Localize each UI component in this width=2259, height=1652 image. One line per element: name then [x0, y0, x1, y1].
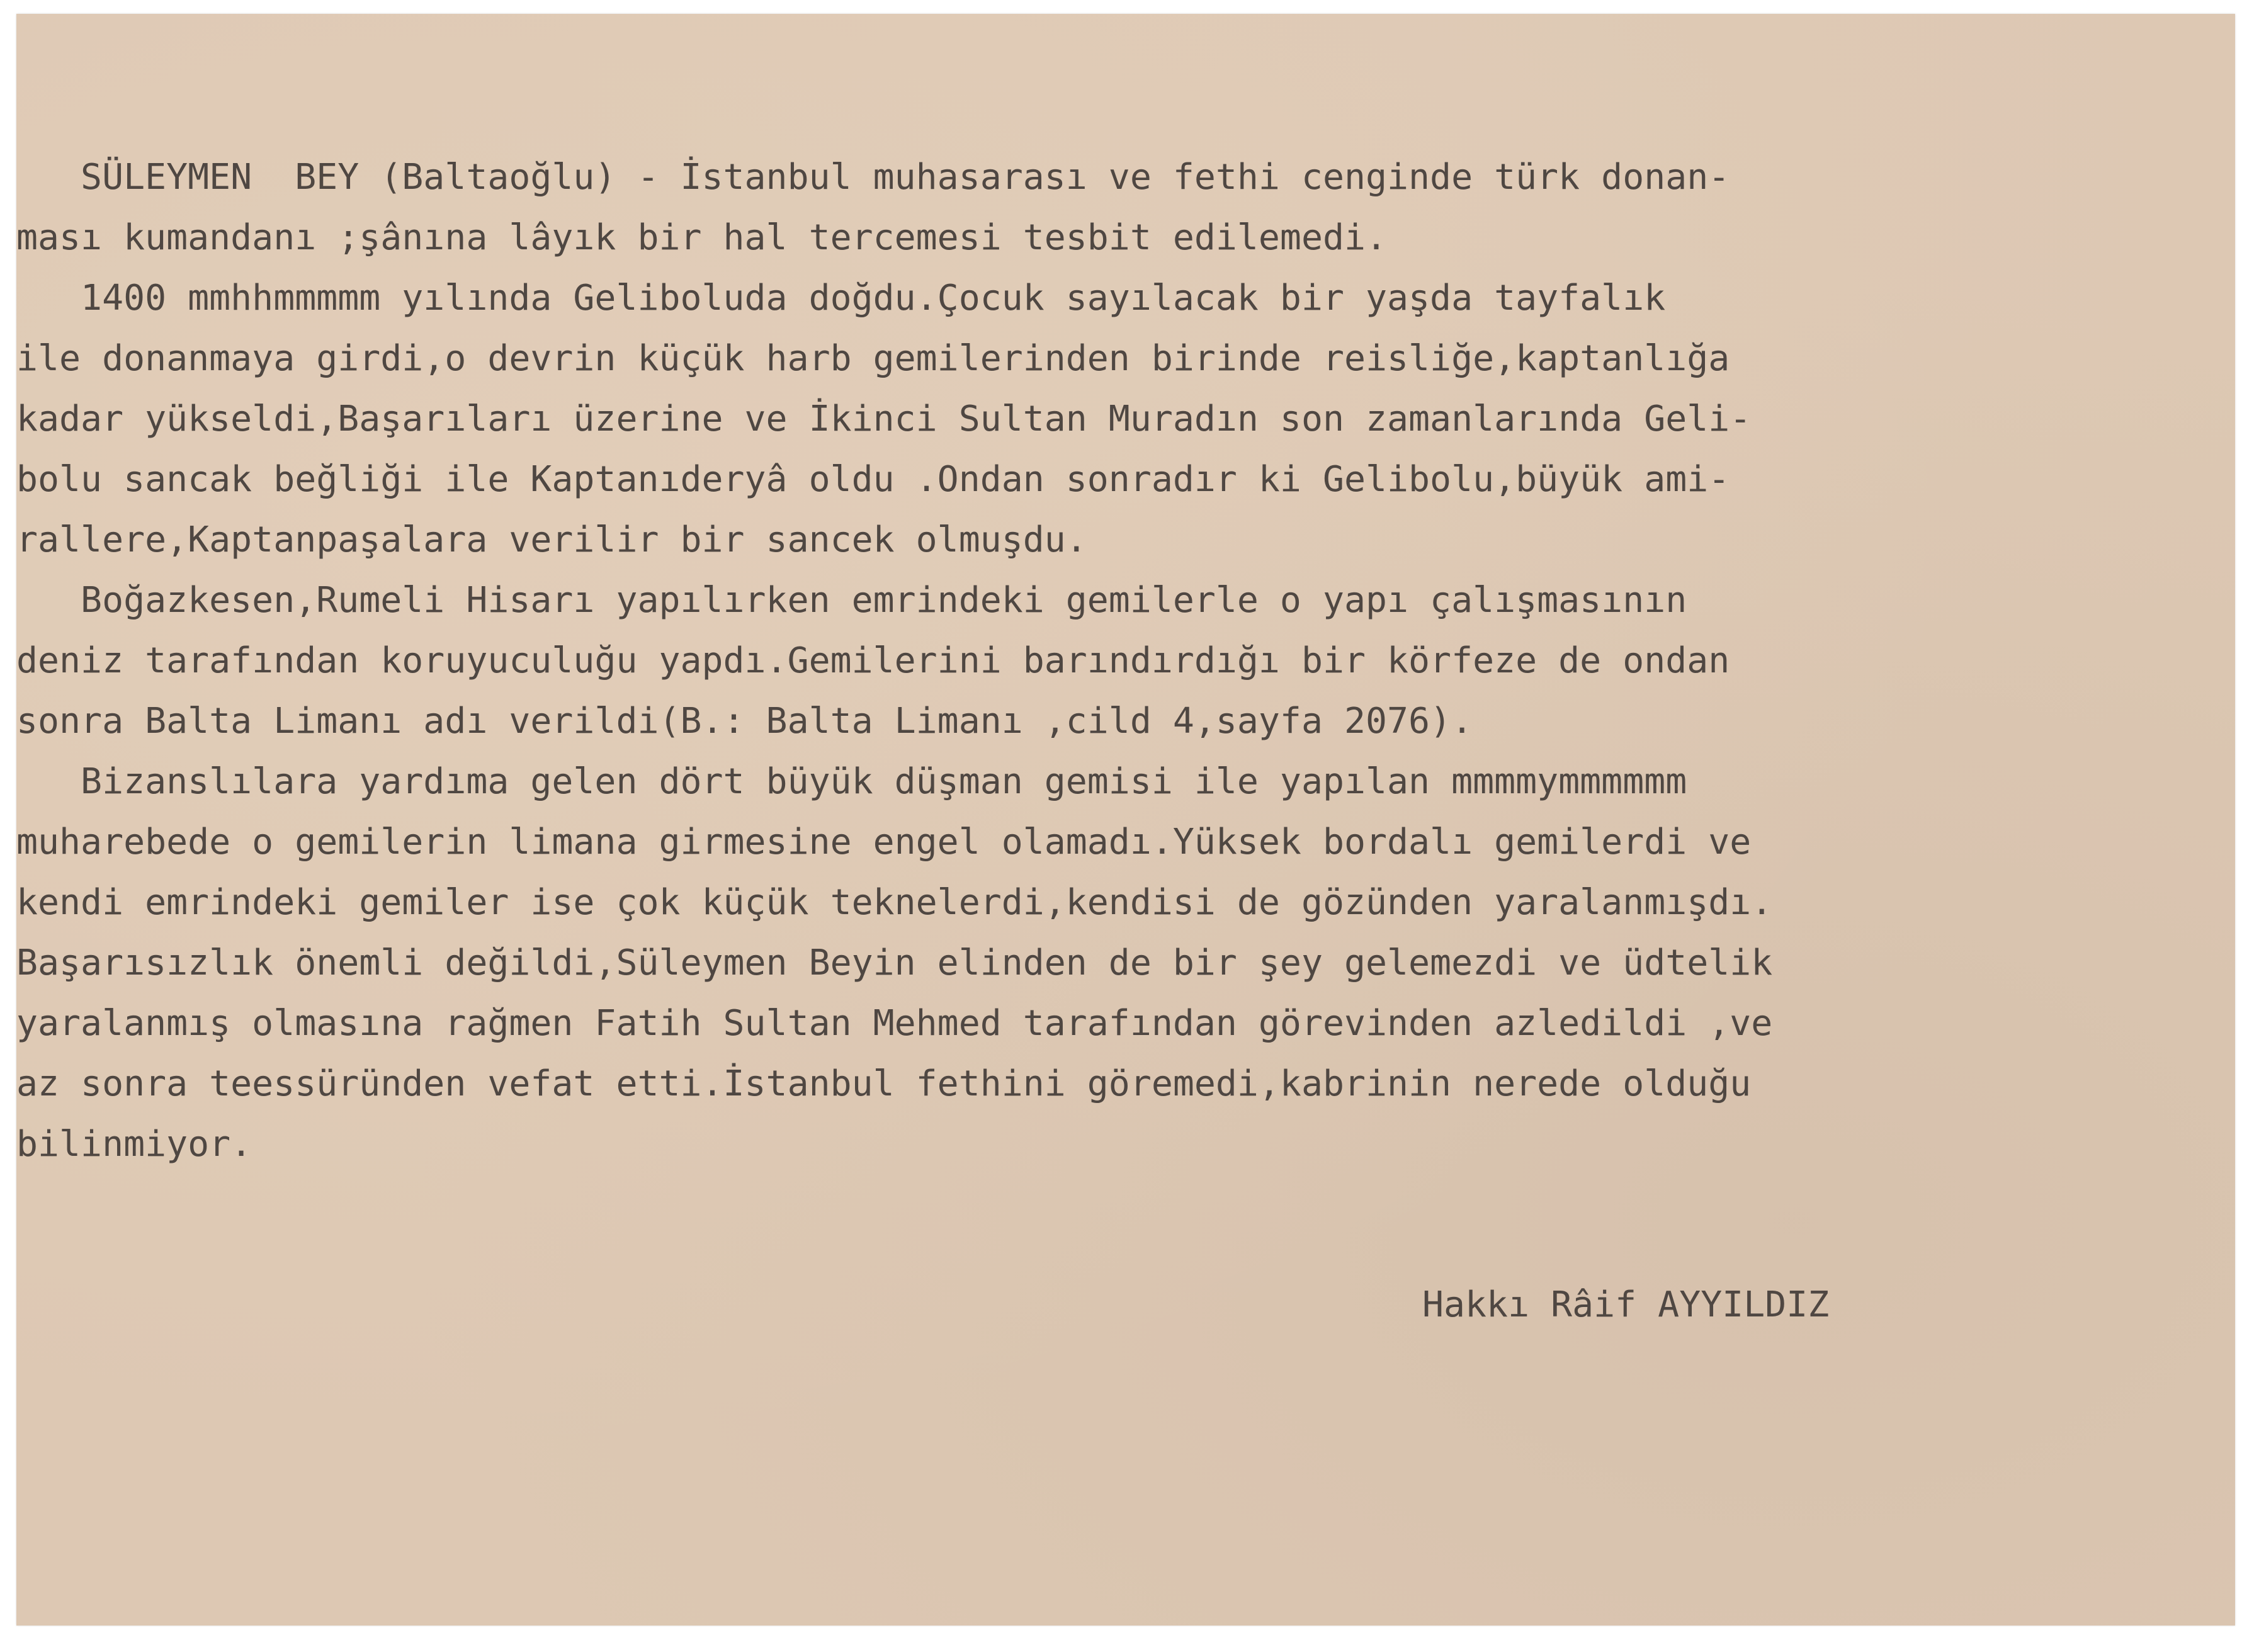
text-line-9: deniz tarafından koruyuculuğu yapdı.Gemilerini barındırdığı bir körfeze de ondan: [16, 640, 1730, 681]
text-line-15: yaralanmış olmasına rağmen Fatih Sultan Mehmed tarafından görevinden azledildi ,ve: [16, 1003, 1773, 1044]
text-line-16: az sonra teessüründen vefat etti.İstanbul fethini göremedi,kabrinin nerede olduğu: [16, 1063, 1752, 1104]
text-line-4: ile donanmaya girdi,o devrin küçük harb gemilerinden birinde reisliğe,kaptanlığa: [16, 338, 1730, 379]
text-line-5: kadar yükseldi,Başarıları üzerine ve İkinci Sultan Muradın son zamanlarında Geli-: [16, 399, 1752, 439]
text-line-14: Başarısızlık önemli değildi,Süleymen Beyin elinden de bir şey gelemezdi ve üdtelik: [16, 942, 1773, 983]
text-line-10: sonra Balta Limanı adı verildi(B.: Balta Limanı ,cild 4,sayfa 2076).: [16, 701, 1473, 742]
text-line-8: Boğazkesen,Rumeli Hisarı yapılırken emrindeki gemilerle o yapı çalışmasının: [16, 580, 1687, 621]
text-line-7: rallere,Kaptanpaşalara verilir bir sancek olmuşdu.: [16, 519, 1087, 560]
text-line-13: kendi emrindeki gemiler ise çok küçük teknelerdi,kendisi de gözünden yaralanmışdı.: [16, 882, 1773, 923]
text-line-11: Bizanslılara yardıma gelen dört büyük düşman gemisi ile yapılan mmmmymmmmmm: [16, 761, 1687, 802]
text-line-6: bolu sancak beğliği ile Kaptanıderyâ oldu .Ondan sonradır ki Gelibolu,büyük ami-: [16, 459, 1730, 500]
text-line-2: ması kumandanı ;şânına lâyık bir hal tercemesi tesbit edilemedi.: [16, 217, 1388, 258]
text-line-3: 1400 mmhhmmmmm yılında Geliboluda doğdu.Çocuk sayılacak bir yaşda tayfalık: [16, 278, 1666, 319]
text-line-1: SÜLEYMEN BEY (Baltaoğlu) - İstanbul muhasarası ve fethi cenginde türk donan-: [16, 157, 1730, 198]
text-line-12: muharebede o gemilerin limana girmesine engel olamadı.Yüksek bordalı gemilerdi ve: [16, 822, 1752, 863]
typewritten-sheet: [16, 14, 2235, 1626]
text-line-17: bilinmiyor.: [16, 1124, 252, 1165]
author-signature-line: Hakkı Râif AYYILDIZ: [1422, 1284, 1830, 1325]
